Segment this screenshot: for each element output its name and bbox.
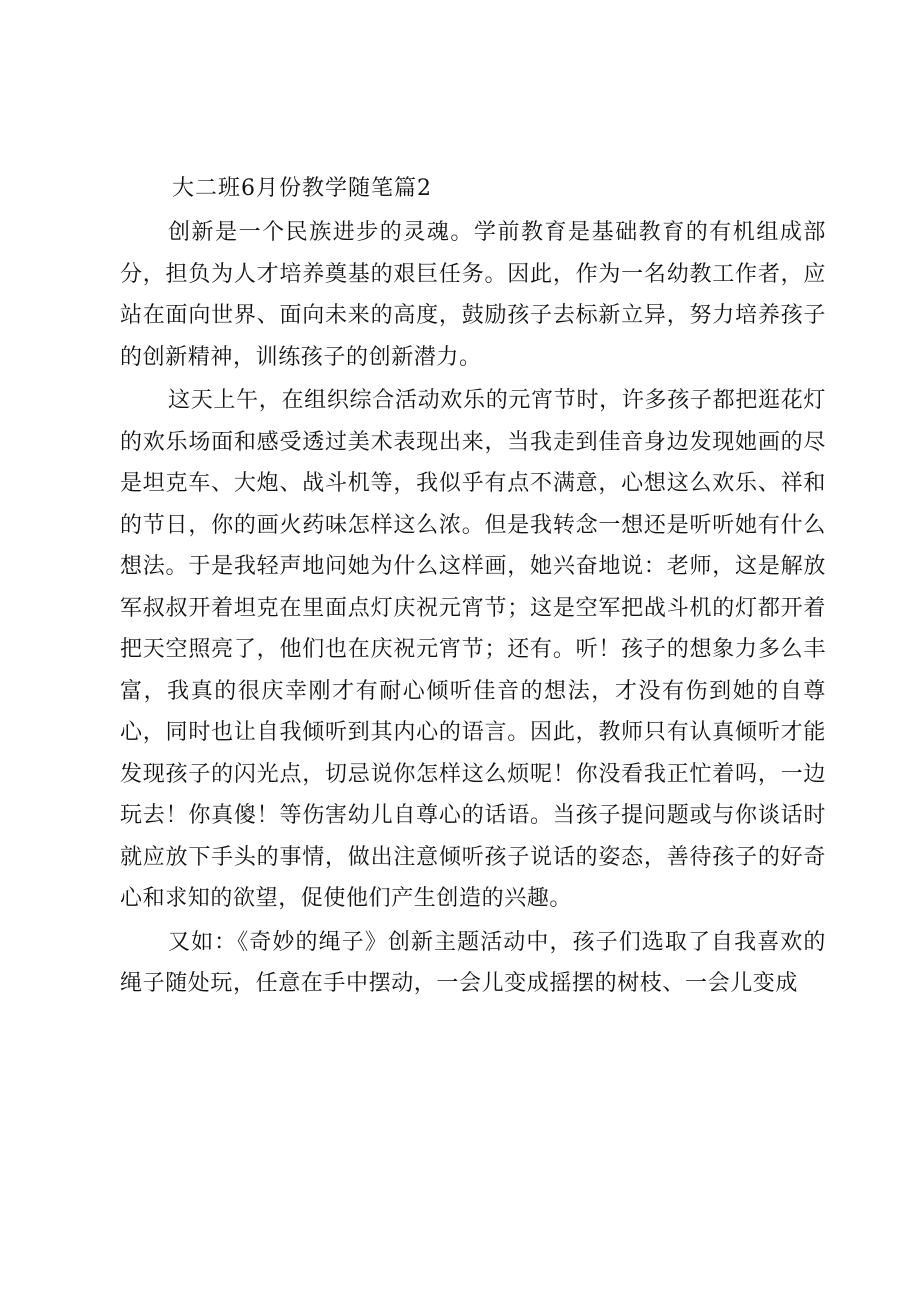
paragraph-1: 创新是一个民族进步的灵魂。学前教育是基础教育的有机组成部分，担负为人才培养奠基的艰巨任务。因此，作为一名幼教工作者，应站在面向世界、面向未来的高度，鼓励孩子去标新立异，努力培养孩子的创新精神，训练孩子的创新潜力。 [120,220,826,370]
document-title: 大二班6月份教学随笔篇2 [172,176,432,201]
paragraph-2: 这天上午，在组织综合活动欢乐的元宵节时，许多孩子都把逛花灯的欢乐场面和感受透过美术表现出来，当我走到佳音身边发现她画的尽是坦克车、大炮、战斗机等，我似乎有点不满意，心想这么欢乐、祥和的节日，你的画火药味怎样这么浓。但是我转念一想还是听听她有什么想法。于是我轻声地问她为什么这样画，她兴奋地说：老师，这是解放军叔叔开着坦克在里面点灯庆祝元宵节；这是空军把战斗机的灯都开着把天空照亮了，他们也在庆祝元宵节；还有。听！孩子的想象力多么丰富，我真的很庆幸刚才有耐心倾听佳音的想法，才没有伤到她的自尊心，同时也让自我倾听到其内心的语言。因此，教师只有认真倾听才能发现孩子的闪光点，切忌说你怎样这么烦呢！你没看我正忙着吗，一边玩去！你真傻！等伤害幼儿自尊心的话语。当孩子提问题或与你谈话时就应放下手头的事情，做出注意倾听孩子说话的姿态，善待孩子的好奇心和求知的欲望，促使他们产生创造的兴趣。 [120,388,826,911]
document-body [120,170,826,1005]
paragraph-3: 又如：《奇妙的绳子》创新主题活动中，孩子们选取了自我喜欢的绳子随处玩，任意在手中摆动，一会儿变成摇摆的树枝、一会儿变成 [120,929,826,996]
